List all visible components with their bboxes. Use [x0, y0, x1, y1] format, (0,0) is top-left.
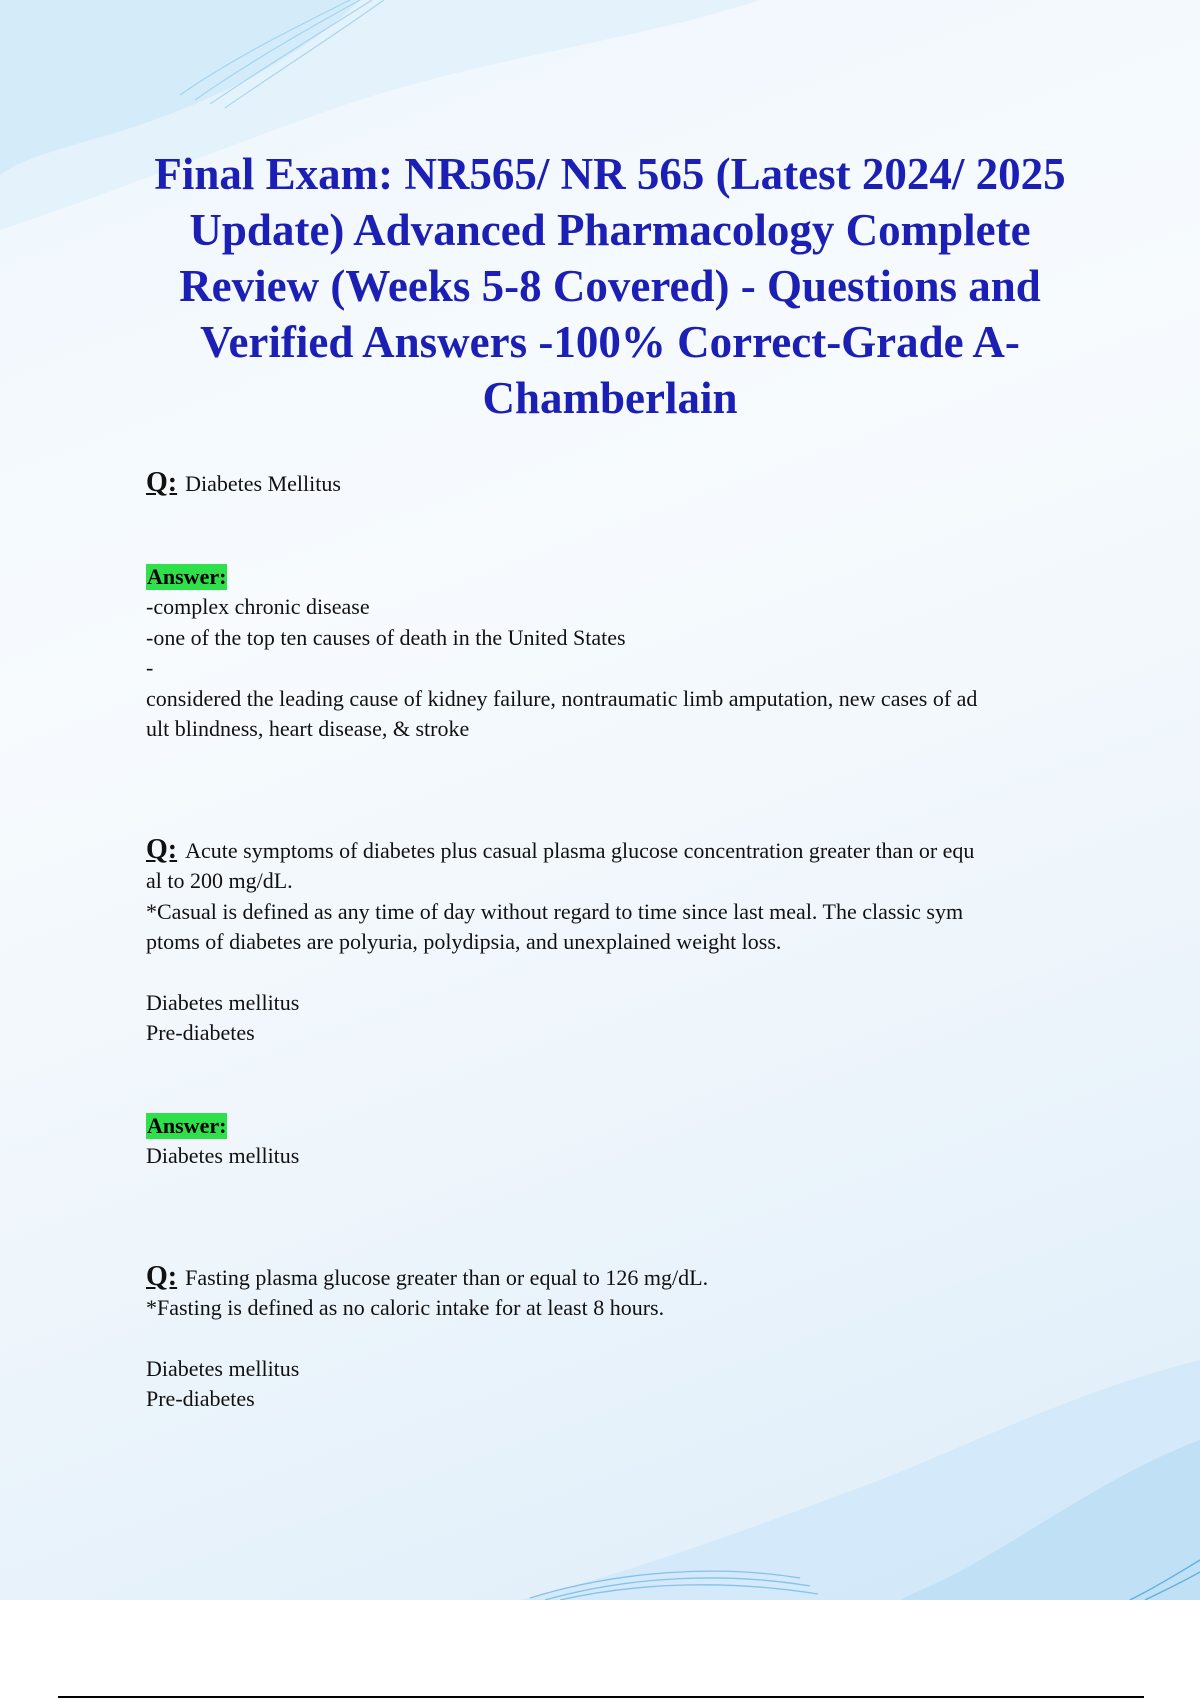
footer-divider	[58, 1696, 1144, 1698]
qa-item	[146, 468, 1090, 745]
question-line: *Fasting is defined as no caloric intake for at least 8 hours.	[146, 1295, 665, 1320]
question-text: Fasting plasma glucose greater than or equal to 126 mg/dL.	[185, 1264, 709, 1290]
answer-line: -	[146, 655, 154, 680]
question-line: ptoms of diabetes are polyuria, polydipsia, and unexplained weight loss.	[146, 929, 782, 954]
answer-line: -one of the top ten causes of death in the United States	[146, 624, 626, 650]
answer-line: considered the leading cause of kidney failure, nontraumatic limb amputation, new cases of ad	[146, 685, 978, 711]
answer-line: -complex chronic disease	[146, 594, 370, 619]
qa-list	[146, 468, 1090, 1415]
option-item: Pre-diabetes	[146, 1386, 255, 1411]
option-item: Diabetes mellitus	[146, 1355, 300, 1381]
document-title: Final Exam: NR565/ NR 565 (Latest 2024/ 2025 Update) Advanced Pharmacology Complete Review (Weeks 5-8 Covered) - Questions and Verified Answers -100% Correct-Grade A-Chamberlain	[154, 149, 1066, 423]
option-item: Diabetes mellitus	[146, 989, 300, 1015]
q-label: Q:	[146, 467, 178, 498]
q-label: Q:	[146, 1260, 178, 1292]
question-text: Acute symptoms of diabetes plus casual plasma glucose concentration greater than or equ	[185, 837, 975, 863]
question-line: *Casual is defined as any time of day without regard to time since last meal. The classic sym	[146, 898, 964, 924]
answer-line: ult blindness, heart disease, & stroke	[146, 716, 470, 741]
qa-item	[146, 835, 1090, 1172]
question	[146, 835, 1090, 867]
question-text: Diabetes Mellitus	[185, 471, 341, 496]
answer-label: Answer:	[147, 563, 227, 589]
qa-item	[146, 1262, 1090, 1415]
question	[146, 468, 1090, 500]
answer-label: Answer:	[147, 1112, 227, 1138]
question-line: al to 200 mg/dL.	[146, 868, 293, 893]
q-label: Q:	[146, 833, 178, 865]
option-item: Pre-diabetes	[146, 1020, 255, 1045]
answer-line: Diabetes mellitus	[146, 1143, 300, 1168]
question	[146, 1262, 1090, 1294]
